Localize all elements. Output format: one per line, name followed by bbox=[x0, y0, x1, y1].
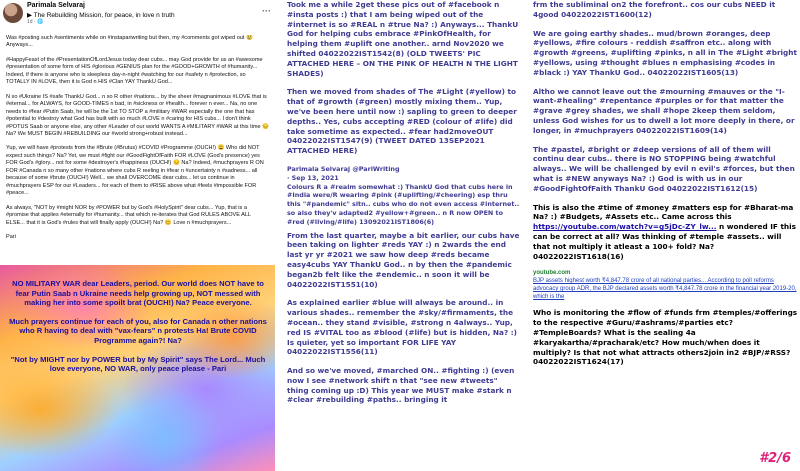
text-column-1 bbox=[287, 0, 520, 471]
post-paragraph: Was #posting such #sentiments while on #instapariwriting but then, my #comments got wiped out 😢 Anyways... bbox=[6, 35, 253, 49]
link-preview-anchor[interactable]: BJP assets highest worth ₹4,847.78 crore of all national parties... According to poll reforms advocacy group ADR, the BJP declared assets worth ₹4,847.78 crore in the financial year 2019-20, which is the bbox=[533, 278, 797, 301]
quoted-tweet-text: Colours R a #realm somewhat :) ThankU God that cubs here in #India were/R wearing #pink (#uplifting/#cheering) esp thru this "#pandemic" sitn.. cubs who do not even access #internet.. so also they'v adapted2 #yellow+#green.. n R now OPEN to #red (#living/#life) 13092021IST1806(6) bbox=[287, 182, 520, 226]
facebook-post-screenshot bbox=[0, 0, 275, 471]
budget-text-after-link: n wondered IF this can be correct at all? Was thinking of #temple #assets.. will that not multiply it atleast a 100+ fold? Na? 04022022IST1618(16) bbox=[533, 222, 796, 261]
thread-paragraph: As explained earlier #blue will always be around.. in various shades.. remember the #sky/#firmaments, the #ocean.. they stand #visible, #strong n 4always.. Yup, red IS #VITAL too as #blood (#life) but is hidden, Na? :) Is quieter, yet so important FOR LIFE YAY 04022022IST1556(11) bbox=[287, 298, 517, 357]
graphic-paragraph: Much prayers continue for each of you, also for Canada n other nations who R having to deal with "vax-fears" n protests Ha! Brute COVID Programme again?! Na? bbox=[9, 316, 267, 345]
link-preview-text[interactable] bbox=[533, 277, 798, 301]
quoted-tweet[interactable] bbox=[287, 165, 520, 227]
post-signature: Pari bbox=[6, 233, 16, 240]
post-paragraph: Yup, we will have #protests from the #Brute (#Brutus) #COVID #Programme (OUCH!) 😩 Who did NOT expect such things? Na? Yet, we must #fight our #GoodFightOfFaith FOR #LOVE (God's presence) yes FOR God's #glory... not for some #destroyer's #happiness (OUCH!) 😔 Na? Indeed, #muchprayers R ON FOR #Canada n so many other #nations where cubs R reeling in #fear n #uncertainty n #sadness... all because of some #brute (OUCH!) Well... we shall OVERCOME dear cubs... let us continue in #muchprayers ESP for our #Leaders... for each of them to #RISE above what #feels #impossible FOR #peace... bbox=[6, 145, 264, 197]
post-paragraph: #HappyFeast of the #PresentationOfLordJesus today dear cubs... may God provide for us an #awesome #presentation of some form of HIS #glorious #GENIUS plan for the #GOOD+GROWTH of #humanity... Indeed, if there is anyone who is sleepless day-n-night #watching for our #safety n #protection, so TOTALLY IN #LOVE, then it is God n HIS #Clan YAY ThankU God... bbox=[6, 56, 263, 86]
post-author-suffix: ▶ The Rebuilding Mission, for peace, in love n truth bbox=[27, 12, 175, 19]
quoted-tweet-date: · Sep 13, 2021 bbox=[287, 173, 339, 182]
thread-paragraph: Altho we cannot leave out the #mourning #mauves or the "I-want-#healing" #repentance #purples or for that matter the #grave #grey shades, we shall #hope 2keep them seldom, unless God wishes for us to dwell a lot more deeply in there, or longer, in #muchprayers 04022022IST1609(14) bbox=[533, 86, 795, 135]
graphic-paragraph: "Not by MIGHT nor by POWER but by My Spirit" says The Lord... Much love everyone, NO WAR, only peace please - Pari bbox=[10, 354, 266, 374]
thread-paragraph: And so we've moved, #marched ON.. #fighting :) (even now I see #network shift n that "see new #tweets" thing coming up :D) This year we MUST make #stark n #clear #rebuilding #paths.. bringing it bbox=[287, 366, 515, 405]
post-header bbox=[3, 2, 273, 26]
thread-paragraph: frm the subliminal on2 the forefront.. cos our cubs NEED it 4good 04022022IST1600(12) bbox=[533, 0, 776, 19]
post-timestamp[interactable]: 1d · 🌐 bbox=[27, 19, 44, 25]
text-column-2 bbox=[533, 0, 798, 471]
graphic-text bbox=[6, 279, 270, 383]
quoted-tweet-author[interactable]: Parimala Selvaraj @PariWriting bbox=[287, 164, 400, 173]
youtube-domain-label[interactable]: youtube.com bbox=[533, 270, 571, 277]
thread-paragraph: We are going earthy shades.. mud/brown #oranges, deep #yellows, #fire colours - reddish #saffron etc.. along with #growth #greens, #uplifting #pinks, n all in The #Light #bright #yellows, using #thought #blues n emphasising #codes in #black :) YAY ThankU God.. 04022022IST1605(13) bbox=[533, 28, 797, 77]
avatar[interactable] bbox=[3, 3, 23, 23]
post-paragraph: N so #Ukraine IS #safe ThankU God... n so R other #nations... by the sheer #magnanimous #LOVE that is #eternal... for ALWAYS, for GOOD-TIMES n bad, in #sickness or #health... forever n ever... Na, no one needs to #fear #Putin Saab, he will be the 1st TO STOP a #military #WAR especially the one that has #potential to #destroy what God has built with so much #LOVE n #caring for HIS cubs... I don't think #POTUS Saab or anyone else, any other #Leader of our world WANTS A #MILITARY #WAR at this time 😔 Na? We MUST BEGIN #REBUILDING our #world strong+robust instead... bbox=[6, 93, 270, 137]
thread-paragraph: Took me a while 2get these pics out of #facebook n #insta posts :) that I am being wiped out of the #internet is so #REAL n #true Na? :) Anyways... ThankU God for helping cubs embrace #PinkOfHealth, for helping them #uplift one another.. arnd Nov2020 we shifted 04022022IST1542(8) (OLD TWEETS' PIC ATTACHED HERE – ON THE PINK OF HEALTH N THE LIGHT SHADES) bbox=[287, 0, 519, 78]
graphic-paragraph: NO MILITARY WAR dear Leaders, period. Our world does NOT have to fear Putin Saab n Ukraine needs help growing up, NOT messed with making her into some spoilt brat (OUCH!) Na? Peace everyone. bbox=[12, 279, 264, 308]
thread-paragraph: The #pastel, #bright or #deep versions of all of them will continu dear cubs.. there is NO STOPPING being #watchful always.. We will be challenged by evil n evil's #forces, but then what is #NEW anyways Na? :) God is with us in our #GoodFightOfFaith ThankU God 04022022IST1612(15) bbox=[533, 144, 795, 193]
thread-paragraph-budget bbox=[533, 203, 798, 262]
post-author[interactable]: Parimala Selvaraj bbox=[27, 2, 85, 9]
youtube-link[interactable]: https://youtube.com/watch?v=g5jDc-ZY_lw... bbox=[533, 222, 717, 232]
post-graphic[interactable] bbox=[0, 265, 275, 471]
thread-paragraph: Who is monitoring the #flow of #funds frm #temples/#offerings to the respective #Guru/#ashrams/#parties etc? #TempleBoards? What is the sealing 4a #karyakartha/#pracharak/etc? How much/when does it multiply? Is that not what attracts others2join in2 #BJP/#RSS? 04022022IST1624(17) bbox=[533, 308, 798, 367]
post-body bbox=[6, 35, 270, 265]
post-paragraph: As always, "NOT by #might NOR by #POWER but by God's #HolySpirit" dear cubs... Yup, that is a #promise that applies #eternally for #humanity... that which re-iterates that God RULES ABOVE ALL ELSE... that it is God's #rules that will finally apply (OUCH!) Na? 😊 Love n #muchprayers... bbox=[6, 204, 251, 226]
thread-paragraph: From the last quarter, maybe a bit earlier, our cubs have been taking on lighter #reds YAY :) n 2wards the end last yr yr #2021 we saw how deep #reds became easy4cubs YAY ThankU God.. n by then the #pandemic began2b felt like the #endemic.. n soon it will be 04022022IST1551(10) bbox=[287, 230, 520, 289]
thread-paragraph: Then we moved from shades of The #Light (#yellow) to that of #growth (#green) mostly mixing them.. Yup, we've been here until now :) sapling to green to deeper depths.. Yes, cubs accepting #RED (colour of #life) did take sometime as expected.. #fear had2moveOUT 04022022IST1547(9) (TWEET DATED 13SEP2021 ATTACHED HERE) bbox=[287, 87, 517, 156]
more-options-icon[interactable]: ··· bbox=[262, 6, 271, 16]
page-indicator: #2/6 bbox=[759, 451, 791, 466]
budget-text-before-link: This is also the #time of #money #matters esp for #Bharat-ma Na? :) #Budgets, #Assets etc.. Came across this bbox=[533, 202, 794, 222]
